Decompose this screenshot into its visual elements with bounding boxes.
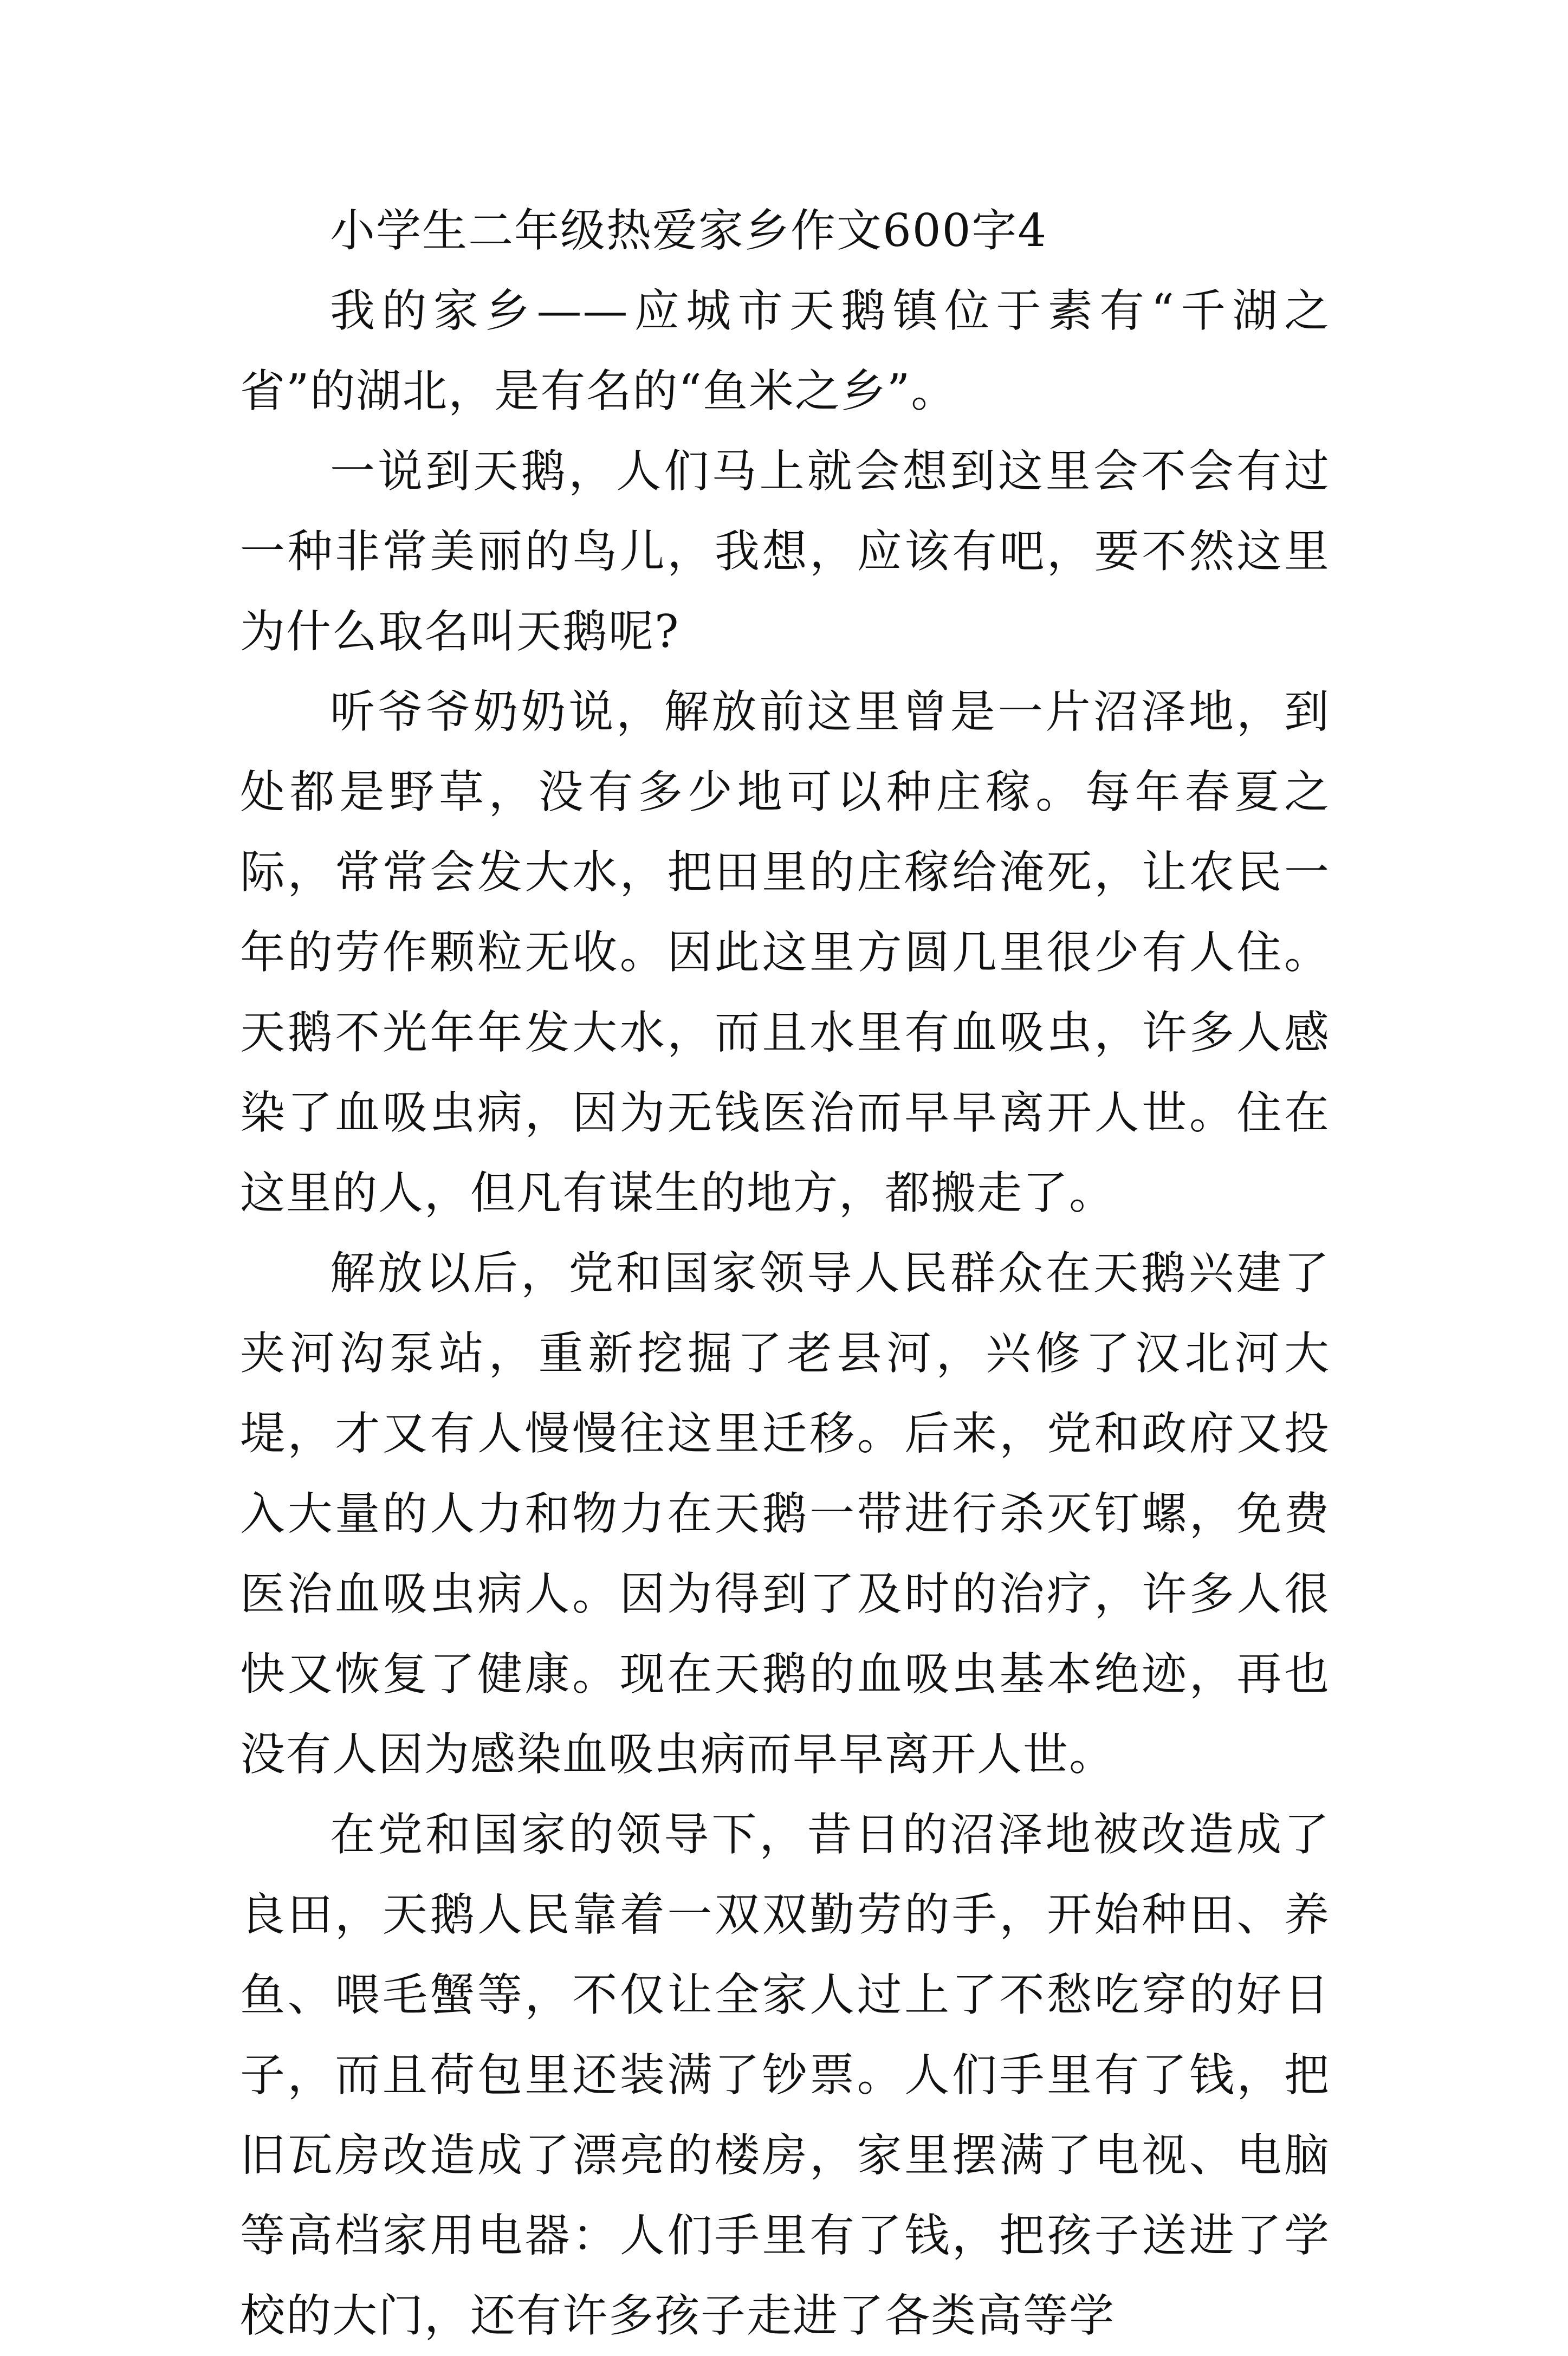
- document-body: [240, 191, 1330, 2356]
- paragraph-4: 解放以后，党和国家领导人民群众在天鹅兴建了夹河沟泵站，重新挖掘了老县河，兴修了汉北河大堤，才又有人慢慢往这里迁移。后来，党和政府又投入大量的人力和物力在天鹅一带进行杀灭钉螺，免费医治血吸虫病人。因为得到了及时的治疗，许多人很快又恢复了健康。现在天鹅的血吸虫基本绝迹，再也没有人因为感染血吸虫病而早早离开人世。: [240, 1247, 1330, 1781]
- paragraph-5: 在党和国家的领导下，昔日的沼泽地被改造成了良田，天鹅人民靠着一双双勤劳的手，开始种田、养鱼、喂毛蟹等，不仅让全家人过上了不愁吃穿的好日子，而且荷包里还装满了钞票。人们手里有了钱，把旧瓦房改造成了漂亮的楼房，家里摆满了电视、电脑等高档家用电器：人们手里有了钱，把孩子送进了学校的大门，还有许多孩子走进了各类高等学: [240, 1808, 1330, 2342]
- paragraph-1: 我的家乡——应城市天鹅镇位于素有“千湖之省”的湖北，是有名的“鱼米之乡”。: [240, 284, 1330, 417]
- essay-title: 小学生二年级热爱家乡作文600字4: [330, 204, 1048, 257]
- paragraph-3: 听爷爷奶奶说，解放前这里曾是一片沼泽地，到处都是野草，没有多少地可以种庄稼。每年春夏之际，常常会发大水，把田里的庄稼给淹死，让农民一年的劳作颗粒无收。因此这里方圆几里很少有人住。天鹅不光年年发大水，而且水里有血吸虫，许多人感染了血吸虫病，因为无钱医治而早早离开人世。住在这里的人，但凡有谋生的地方，都搬走了。: [240, 685, 1330, 1219]
- paragraph-2: 一说到天鹅，人们马上就会想到这里会不会有过一种非常美丽的鸟儿，我想，应该有吧，要不然这里为什么取名叫天鹅呢?: [240, 445, 1330, 658]
